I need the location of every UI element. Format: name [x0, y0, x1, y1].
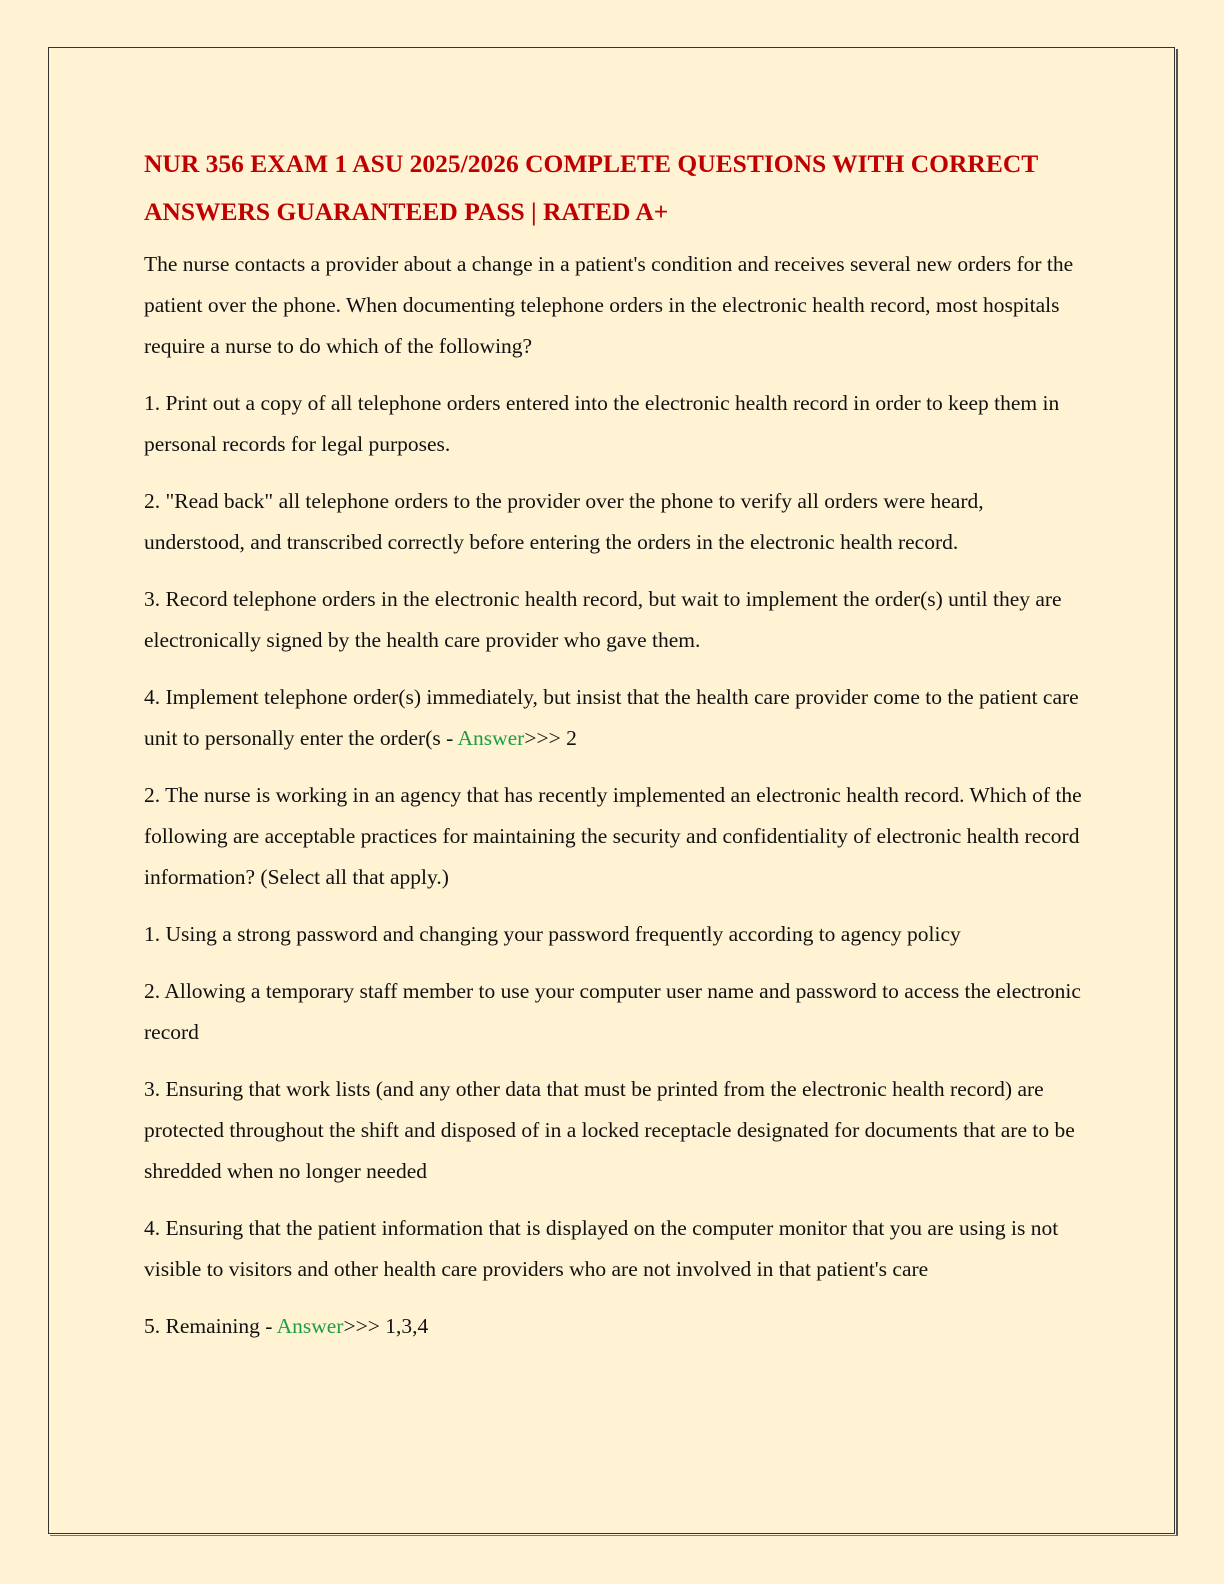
document-content [144, 140, 1084, 1363]
answer-label: Answer [276, 1314, 344, 1338]
document-title: NUR 356 EXAM 1 ASU 2025/2026 COMPLETE QUESTIONS WITH CORRECT ANSWERS GUARANTEED PASS | RATED A+ [144, 149, 1038, 226]
question-1-option-4 [144, 677, 1084, 759]
question-2-option-2: 2. Allowing a temporary staff member to use your computer user name and password to access the electronic record [144, 979, 1081, 1044]
question-2-answer-value: >>> 1,3,4 [343, 1314, 429, 1338]
question-2-option-3: 3. Ensuring that work lists (and any other data that must be printed from the electronic health record) are protected throughout the shift and disposed of in a locked receptacle designated for documents that are to be shredded when no longer needed [144, 1077, 1075, 1183]
question-1-option-2: 2. "Read back" all telephone orders to the provider over the phone to verify all orders were heard, understood, and transcribed correctly before entering the orders in the electronic health record. [144, 489, 984, 554]
page-border-shadow-bottom [50, 1535, 1177, 1536]
question-2-option-4: 4. Ensuring that the patient information that is displayed on the computer monitor that you are using is not visible to visitors and other health care providers who are not involved in that patient's care [144, 1216, 1059, 1281]
page-border-shadow-right [1176, 49, 1178, 1536]
question-2-stem: 2. The nurse is working in an agency that has recently implemented an electronic health record. Which of the following are acceptable practices for maintaining the security and confidentiality of electronic health record information? (Select all that apply.) [144, 783, 1082, 889]
question-2-option-1: 1. Using a strong password and changing your password frequently according to agency policy [144, 922, 961, 946]
question-1-answer-value: >>> 2 [524, 726, 577, 750]
question-1-option-1: 1. Print out a copy of all telephone orders entered into the electronic health record in order to keep them in personal records for legal purposes. [144, 391, 1060, 456]
question-1-option-3: 3. Record telephone orders in the electronic health record, but wait to implement the order(s) until they are electronically signed by the health care provider who gave them. [144, 587, 1062, 652]
question-2-option-5 [144, 1306, 1084, 1347]
question-2-option-5-text: 5. Remaining - [144, 1314, 277, 1338]
answer-label: Answer [457, 726, 525, 750]
question-1-option-4-text: 4. Implement telephone order(s) immediately, but insist that the health care provider come to the patient care unit to personally enter the order(s - [144, 685, 1079, 750]
question-1-stem: The nurse contacts a provider about a change in a patient's condition and receives several new orders for the patient over the phone. When documenting telephone orders in the electronic health record, most hospitals require a nurse to do which of the following? [144, 252, 1074, 358]
